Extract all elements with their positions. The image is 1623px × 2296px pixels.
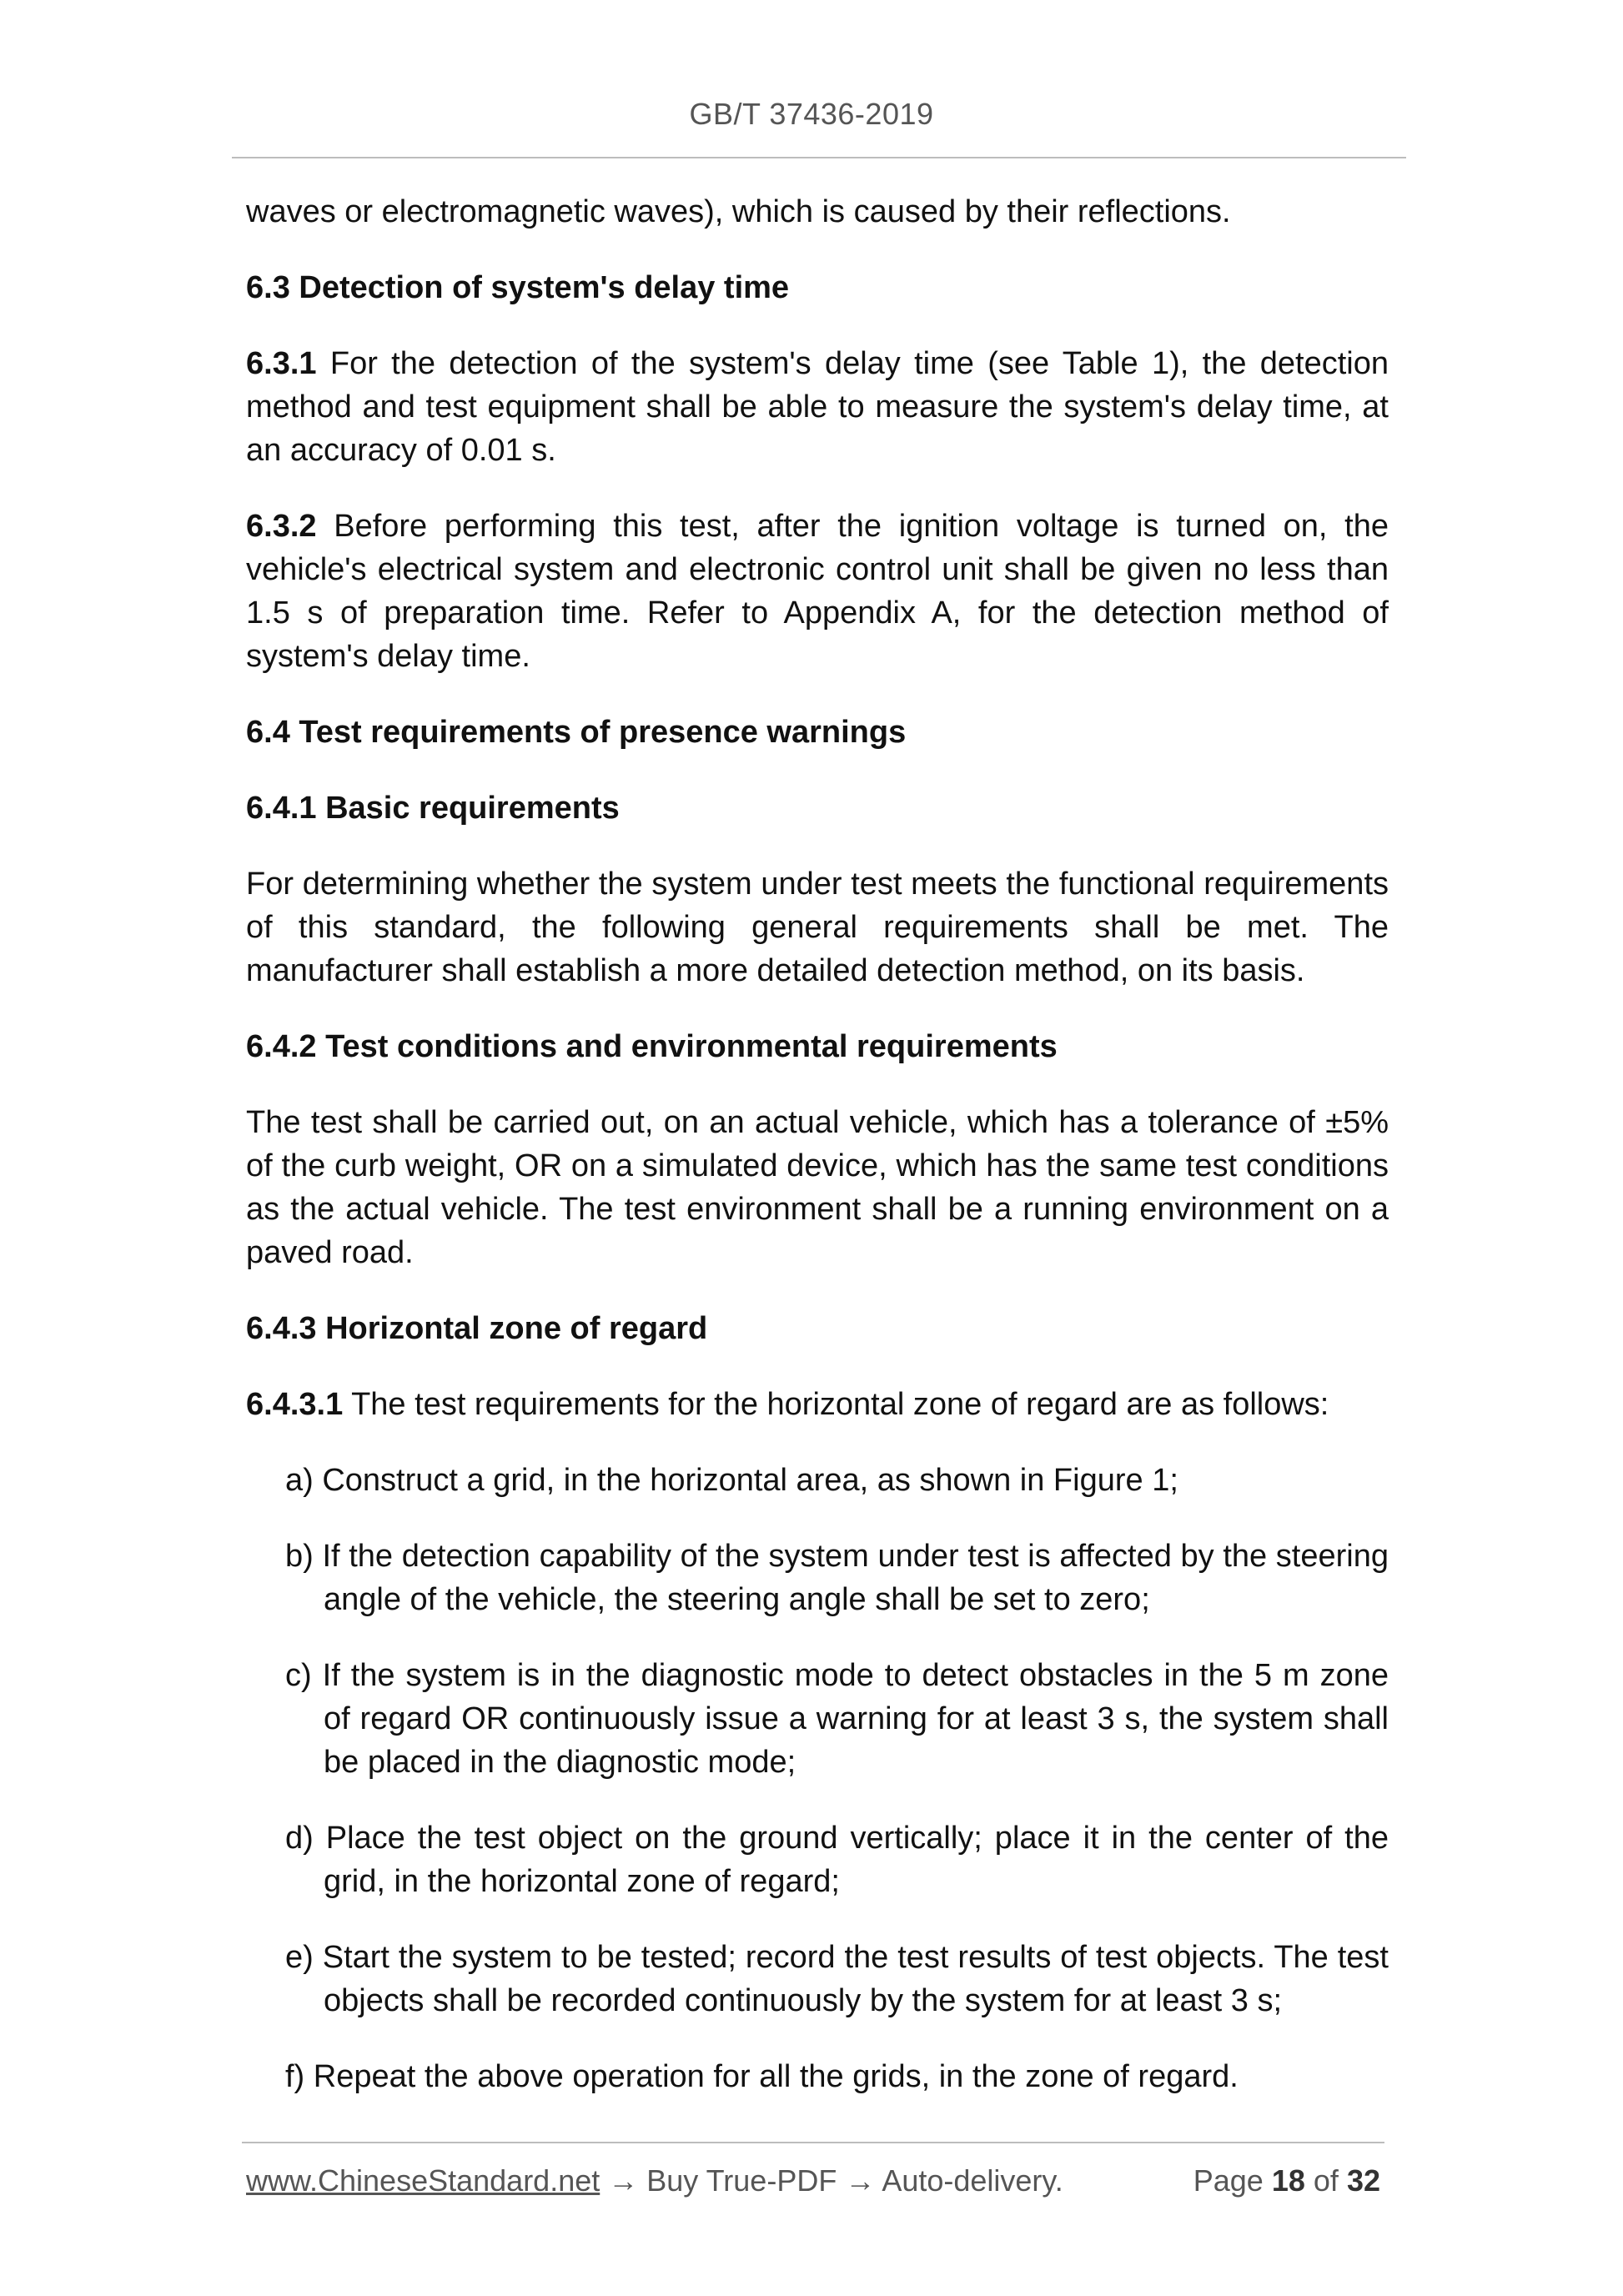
paragraph-6-4-1: For determining whether the system under test meets the functional requirements of this standard, the following general requirements shall be met. The manufacturer shall establish a more detailed detection method, on its basis.	[246, 867, 1389, 988]
page-total-number: 32	[1346, 2163, 1380, 2198]
section-heading-6-4: 6.4 Test requirements of presence warnings	[246, 715, 907, 750]
section-heading-6-4-2: 6.4.2 Test conditions and environmental requirements	[246, 1029, 1058, 1064]
paragraph-6-4-3-1	[246, 1383, 1389, 1426]
clause-number-6-3-1: 6.3.1	[246, 346, 317, 381]
list-item-b: b) If the detection capability of the system under test is affected by the steering angle of the vehicle, the steering angle shall be set to zero;	[285, 1539, 1389, 1617]
list-item-a: a) Construct a grid, in the horizontal area, as shown in Figure 1;	[285, 1463, 1178, 1498]
section-heading-6-3: 6.3 Detection of system's delay time	[246, 270, 790, 305]
list-item-c: c) If the system is in the diagnostic mode to detect obstacles in the 5 m zone of regard OR continuously issue a warning for at least 3 s, the system shall be placed in the diagnostic mode;	[285, 1658, 1389, 1780]
document-body	[246, 190, 1389, 2131]
list-item-e: e) Start the system to be tested; record the test results of test objects. The test objects shall be recorded continuously by the system for at least 3 s;	[285, 1940, 1389, 2018]
section-heading-6-4-1: 6.4.1 Basic requirements	[246, 791, 620, 826]
section-heading-6-4-3: 6.4.3 Horizontal zone of regard	[246, 1311, 708, 1346]
page-label: Page	[1193, 2163, 1264, 2198]
paragraph-6-4-2: The test shall be carried out, on an actual vehicle, which has a tolerance of ±5% of the curb weight, OR on a simulated device, which has the same test conditions as the actual vehicle. The test environment shall be a running environment on a paved road.	[246, 1105, 1389, 1270]
list-item-d: d) Place the test object on the ground vertically; place it in the center of the grid, in the horizontal zone of regard;	[285, 1821, 1389, 1899]
clause-text-6-3-1: For the detection of the system's delay time (see Table 1), the detection method and test equipment shall be able to measure the system's delay time, at an accuracy of 0.01 s.	[246, 346, 1389, 468]
intro-paragraph: waves or electromagnetic waves), which is caused by their reflections.	[246, 194, 1231, 229]
document-header-title: GB/T 37436-2019	[689, 97, 934, 131]
list-item-f: f) Repeat the above operation for all the grids, in the zone of regard.	[285, 2059, 1239, 2094]
page-current-number: 18	[1271, 2163, 1305, 2198]
page-of-label: of	[1313, 2163, 1339, 2198]
footer-divider	[242, 2142, 1384, 2143]
paragraph-6-3-2	[246, 505, 1389, 678]
page-indicator	[1193, 2163, 1380, 2198]
page-footer	[246, 2163, 1380, 2205]
clause-number-6-3-2: 6.3.2	[246, 509, 317, 544]
footer-left	[246, 2163, 1063, 2198]
clause-number-6-4-3-1: 6.4.3.1	[246, 1387, 344, 1422]
header-divider	[232, 157, 1406, 158]
clause-text-6-3-2: Before performing this test, after the ignition voltage is turned on, the vehicle's electrical system and electronic control unit shall be given no less than 1.5 s of preparation time. Refer to Appendix A, for the detection method of system's delay time.	[246, 509, 1389, 674]
paragraph-6-3-1	[246, 342, 1389, 472]
footer-tagline: → Buy True-PDF → Auto-delivery.	[600, 2163, 1063, 2198]
clause-text-6-4-3-1: The test requirements for the horizontal zone of regard are as follows:	[343, 1387, 1329, 1422]
website-link[interactable]: www.ChineseStandard.net	[246, 2163, 600, 2198]
